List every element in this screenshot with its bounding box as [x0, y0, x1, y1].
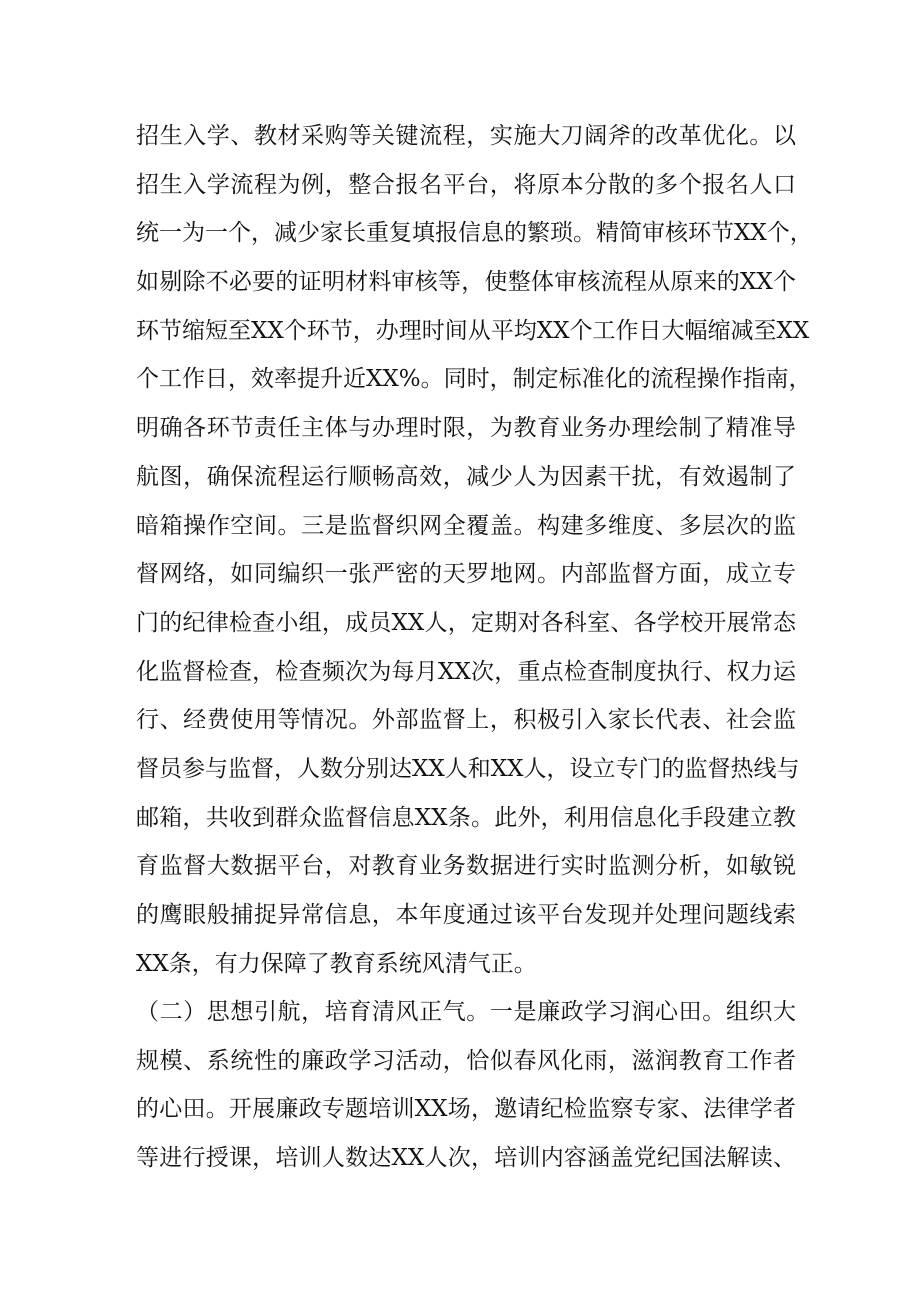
paragraph-line: 门的纪律检查小组，成员XX人，定期对各科室、各学校开展常态: [136, 609, 796, 636]
paragraph-line: 环节缩短至XX个环节，办理时间从平均XX个工作日大幅缩减至XX: [136, 317, 810, 344]
paragraph-line: 规模、系统性的廉政学习活动，恰似春风化雨，滋润教育工作者: [136, 1047, 796, 1074]
paragraph-line: 邮箱，共收到群众监督信息XX条。此外，利用信息化手段建立教: [136, 804, 796, 831]
paragraph-line: 个工作日，效率提升近XX%。同时，制定标准化的流程操作指南，: [136, 366, 812, 393]
paragraph-line: 的鹰眼般捕捉异常信息，本年度通过该平台发现并处理问题线索: [136, 902, 796, 928]
paragraph-line: 暗箱操作空间。三是监督织网全覆盖。构建多维度、多层次的监: [136, 512, 796, 539]
paragraph-line: 督网络，如同编织一张严密的天罗地网。内部监督方面，成立专: [136, 561, 796, 588]
paragraph-1: [136, 112, 813, 988]
paragraph-line: 明确各环节责任主体与办理时限，为教育业务办理绘制了精准导: [136, 415, 796, 442]
paragraph-line-last: XX条，有力保障了教育系统风清气正。: [136, 950, 537, 977]
paragraph-line: 行、经费使用等情况。外部监督上，积极引入家长代表、社会监: [136, 707, 796, 734]
paragraph-line: 的心田。开展廉政专题培训XX场，邀请纪检监察专家、法律学者: [136, 1096, 796, 1123]
paragraph-line: 督员参与监督，人数分别达XX人和XX人，设立专门的监督热线与: [136, 755, 800, 782]
paragraph-line: 航图，确保流程运行顺畅高效，减少人为因素干扰，有效遏制了: [136, 463, 796, 490]
paragraph-line: 统一为一个，减少家长重复填报信息的繁琐。精简审核环节XX个，: [136, 220, 813, 247]
paragraph-line: 招生入学流程为例，整合报名平台，将原本分散的多个报名人口: [136, 171, 796, 198]
paragraph-line: 如剔除不必要的证明材料审核等，使整体审核流程从原来的XX个: [136, 269, 796, 296]
paragraph-line: （二）思想引航，培育清风正气。一是廉政学习润心田。组织大: [136, 999, 796, 1025]
paragraph-2: [136, 988, 796, 1183]
paragraph-line: 等进行授课，培训人数达XX人次，培训内容涵盖党纪国法解读、: [136, 1145, 796, 1172]
paragraph-line: 育监督大数据平台，对教育业务数据进行实时监测分析，如敏锐: [136, 853, 796, 880]
paragraph-line: 化监督检查，检查频次为每月XX次，重点检查制度执行、权力运: [136, 658, 796, 685]
paragraph-line: 招生入学、教材采购等关键流程，实施大刀阔斧的改革优化。以: [136, 123, 796, 149]
